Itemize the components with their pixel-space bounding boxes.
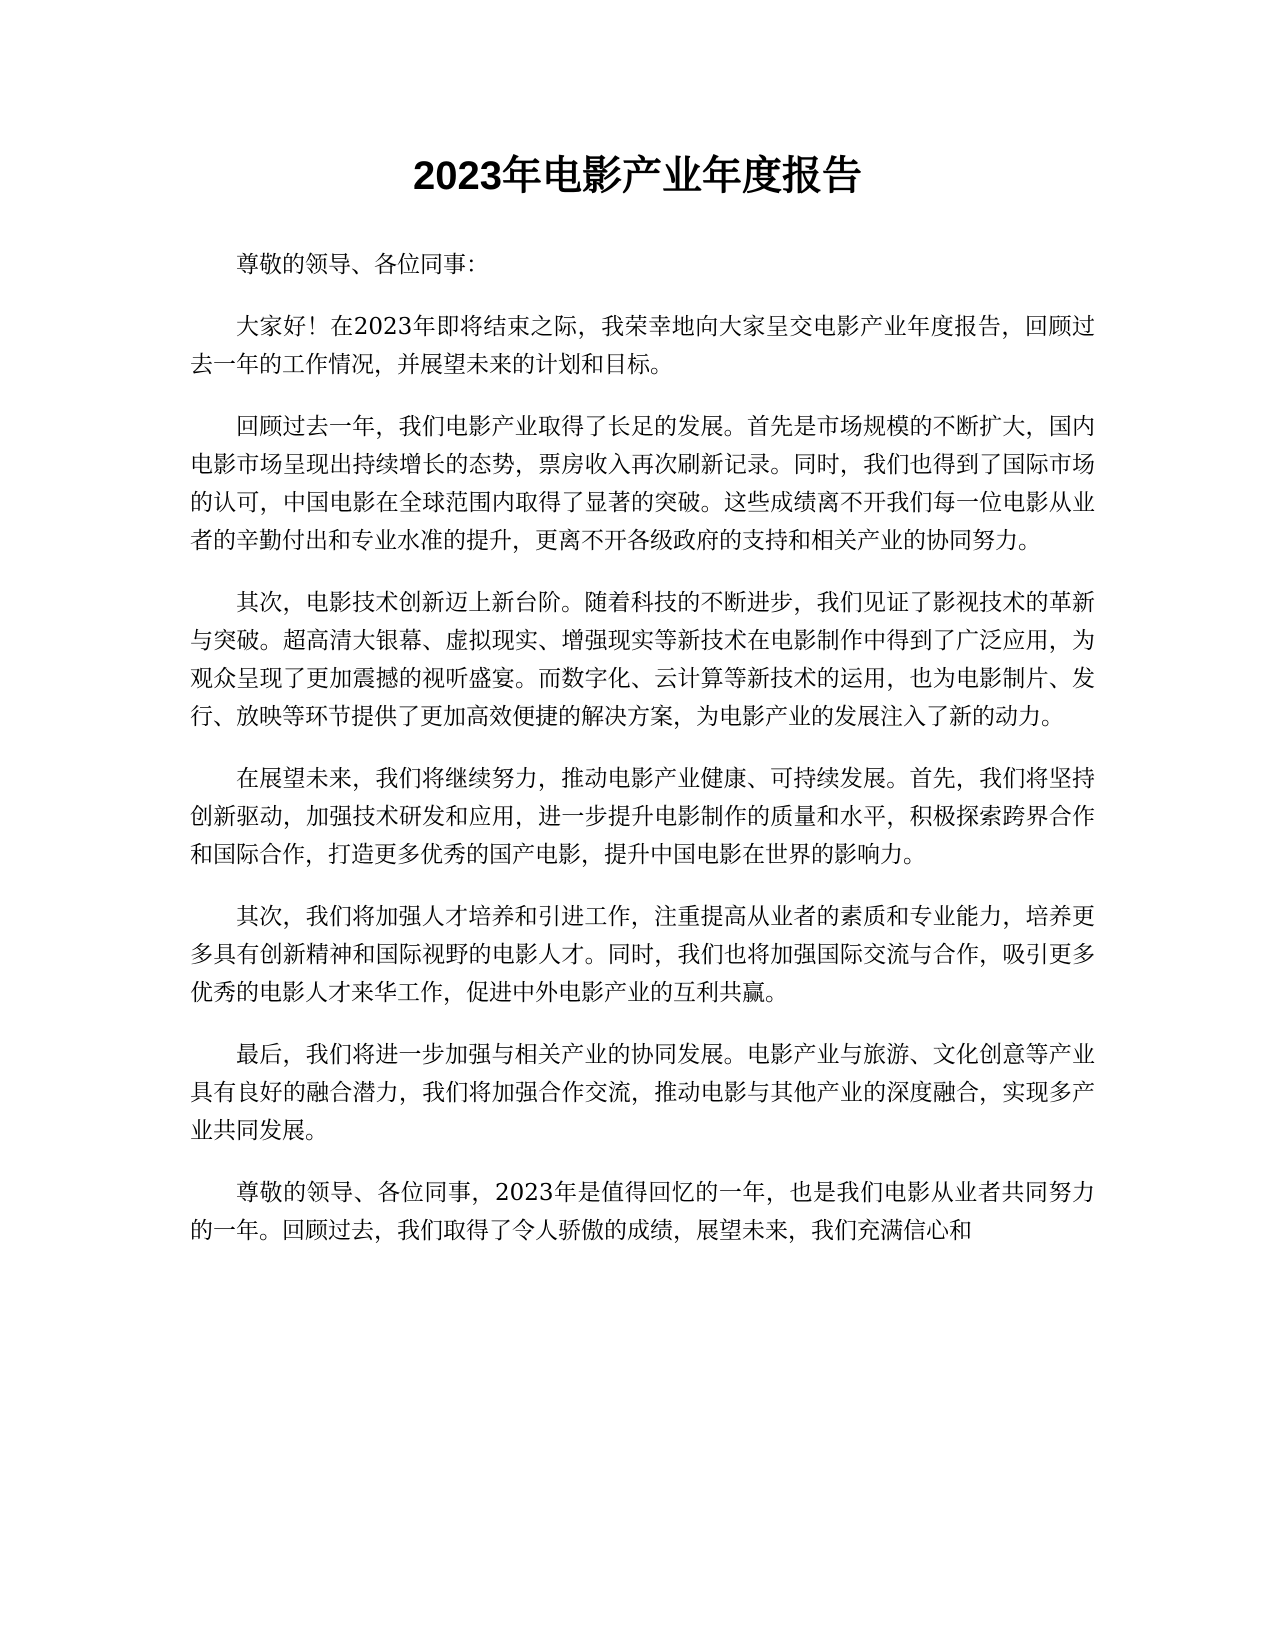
synergy-paragraph: 最后，我们将进一步加强与相关产业的协同发展。电影产业与旅游、文化创意等产业具有良好的融合潜力，我们将加强合作交流，推动电影与其他产业的深度融合，实现多产业共同发展。 (190, 1042, 1095, 1144)
document-title: 2023年电影产业年度报告 (413, 154, 862, 198)
review-paragraph: 回顾过去一年，我们电影产业取得了长足的发展。首先是市场规模的不断扩大，国内电影市场呈现出持续增长的态势，票房收入再次刷新记录。同时，我们也得到了国际市场的认可，中国电影在全球范围内取得了显著的突破。这些成绩离不开我们每一位电影从业者的辛勤付出和专业水准的提升，更离不开各级政府的支持和相关产业的协同努力。 (190, 414, 1095, 554)
closing-paragraph: 尊敬的领导、各位同事，2023年是值得回忆的一年，也是我们电影从业者共同努力的一年。回顾过去，我们取得了令人骄傲的成绩，展望未来，我们充满信心和 (190, 1180, 1095, 1244)
document-body (190, 246, 1095, 1274)
salutation-paragraph: 尊敬的领导、各位同事： (236, 252, 489, 278)
outlook-paragraph: 在展望未来，我们将继续努力，推动电影产业健康、可持续发展。首先，我们将坚持创新驱动，加强技术研发和应用，进一步提升电影制作的质量和水平，积极探索跨界合作和国际合作，打造更多优秀的国产电影，提升中国电影在世界的影响力。 (190, 766, 1095, 868)
opening-paragraph: 大家好！在2023年即将结束之际，我荣幸地向大家呈交电影产业年度报告，回顾过去一年的工作情况，并展望未来的计划和目标。 (190, 314, 1095, 378)
technology-paragraph: 其次，电影技术创新迈上新台阶。随着科技的不断进步，我们见证了影视技术的革新与突破。超高清大银幕、虚拟现实、增强现实等新技术在电影制作中得到了广泛应用，为观众呈现了更加震撼的视听盛宴。而数字化、云计算等新技术的运用，也为电影制片、发行、放映等环节提供了更加高效便捷的解决方案，为电影产业的发展注入了新的动力。 (190, 590, 1095, 730)
talent-paragraph: 其次，我们将加强人才培养和引进工作，注重提高从业者的素质和专业能力，培养更多具有创新精神和国际视野的电影人才。同时，我们也将加强国际交流与合作，吸引更多优秀的电影人才来华工作，促进中外电影产业的互利共赢。 (190, 904, 1095, 1006)
